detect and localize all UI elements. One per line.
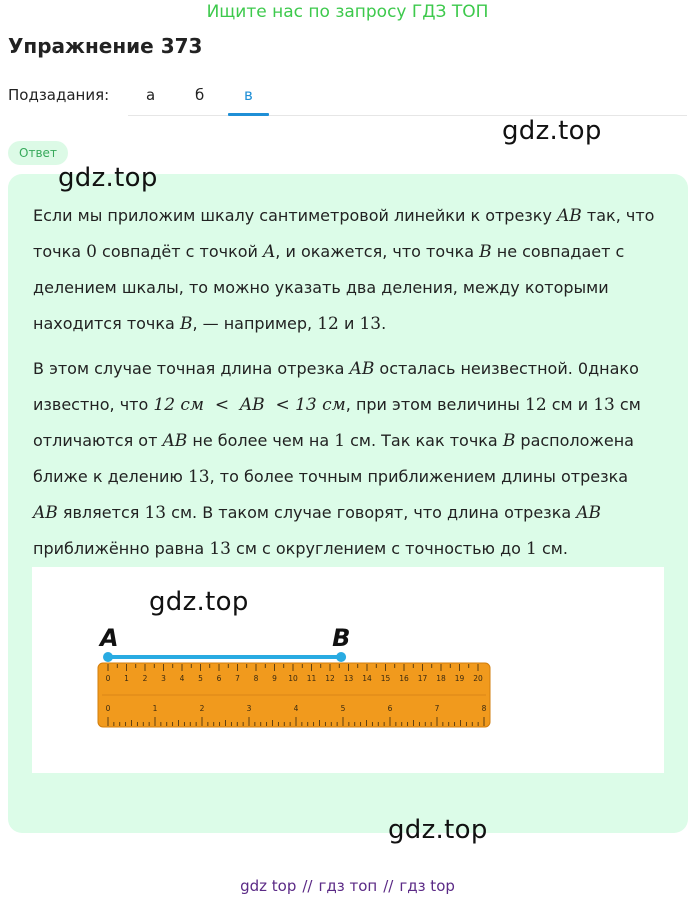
text-line: В этом случае точная длина отрезка AB осталась неизвестной. 0днако (33, 359, 639, 379)
footer-links (0, 877, 695, 895)
text-line: приближённо равна 13 см с округлением с точностью до 1 см. (33, 539, 568, 559)
cm-tick-label: 14 (362, 674, 372, 683)
cm-tick-label: 2 (142, 674, 148, 683)
cm-tick-label: 10 (288, 674, 298, 683)
ruler-figure (32, 567, 664, 773)
inch-tick-label: 1 (152, 704, 158, 713)
cm-tick-label: 12 (325, 674, 335, 683)
cm-tick-label: 18 (436, 674, 446, 683)
cm-tick-label: 8 (253, 674, 259, 683)
subtasks-label: Подзадания: (8, 86, 110, 104)
watermark: gdz.top (502, 116, 602, 146)
inch-tick-label: 2 (199, 704, 205, 713)
tab-b[interactable]: б (195, 86, 205, 104)
answer-paragraph-1 (33, 198, 663, 342)
inch-tick-label: 7 (434, 704, 440, 713)
inch-tick-label: 0 (105, 704, 111, 713)
watermark: gdz.top (58, 163, 158, 193)
point-b (336, 652, 346, 662)
point-a (103, 652, 113, 662)
cm-tick-label: 9 (272, 674, 277, 683)
cm-tick-label: 16 (399, 674, 409, 683)
inch-tick-label: 6 (387, 704, 393, 713)
cm-tick-label: 0 (105, 674, 111, 683)
answer-badge: Ответ (8, 141, 68, 165)
cm-tick-label: 1 (124, 674, 129, 683)
footer-link-gdz-top-ru[interactable]: гдз топ (318, 877, 378, 895)
label-a: A (100, 624, 119, 652)
footer-separator: // (302, 877, 313, 895)
cm-tick-label: 17 (417, 674, 428, 683)
text-line: Если мы приложим шкалу сантиметровой линейки к отрезку AB так, что (33, 206, 655, 226)
footer-separator: // (383, 877, 394, 895)
watermark: gdz.top (149, 587, 249, 617)
text-line: находится точка B, — например, 12 и 13. (33, 314, 387, 334)
text-line: точка 0 совпадёт с точкой A, и окажется, что точка B не совпадает с (33, 242, 625, 262)
text-line: делением шкалы, то можно указать два деления, между которыми (33, 278, 609, 297)
top-banner: Ищите нас по запросу ГДЗ ТОП (206, 2, 489, 22)
tab-v[interactable]: в (244, 86, 253, 104)
cm-tick-label: 7 (235, 674, 240, 683)
footer-link-gdz-top-mixed[interactable]: гдз top (399, 877, 455, 895)
inch-tick-label: 3 (246, 704, 252, 713)
watermark: gdz.top (388, 815, 488, 845)
text-line: AB является 13 см. В таком случае говорят, что длина отрезка AB (33, 503, 602, 523)
cm-tick-label: 6 (216, 674, 222, 683)
page-title: Упражнение 373 (8, 34, 203, 58)
label-b: B (332, 624, 351, 652)
cm-tick-label: 13 (343, 674, 354, 683)
cm-tick-label: 11 (306, 674, 317, 683)
active-tab-indicator (228, 113, 269, 116)
inch-tick-label: 4 (293, 704, 299, 713)
tab-a[interactable]: а (146, 86, 156, 104)
cm-tick-label: 3 (161, 674, 166, 683)
text-line: отличаются от AB не более чем на 1 см. Так как точка B расположена (33, 431, 634, 451)
cm-tick-label: 20 (473, 674, 483, 683)
text-line: известно, что 12 см < AB < 13 см, при этом величины 12 см и 13 см (33, 395, 641, 415)
text-line: ближе к делению 13, то более точным приближением длины отрезка (33, 467, 629, 487)
cm-tick-label: 15 (380, 674, 391, 683)
ruler-illustration (32, 567, 664, 773)
inch-tick-label: 8 (481, 704, 487, 713)
cm-tick-label: 5 (198, 674, 203, 683)
answer-paragraph-2 (33, 351, 663, 567)
inch-tick-label: 5 (340, 704, 346, 713)
cm-tick-label: 19 (454, 674, 465, 683)
tabs-divider (128, 115, 687, 116)
footer-link-gdz-top[interactable]: gdz top (240, 877, 297, 895)
cm-tick-label: 4 (179, 674, 185, 683)
